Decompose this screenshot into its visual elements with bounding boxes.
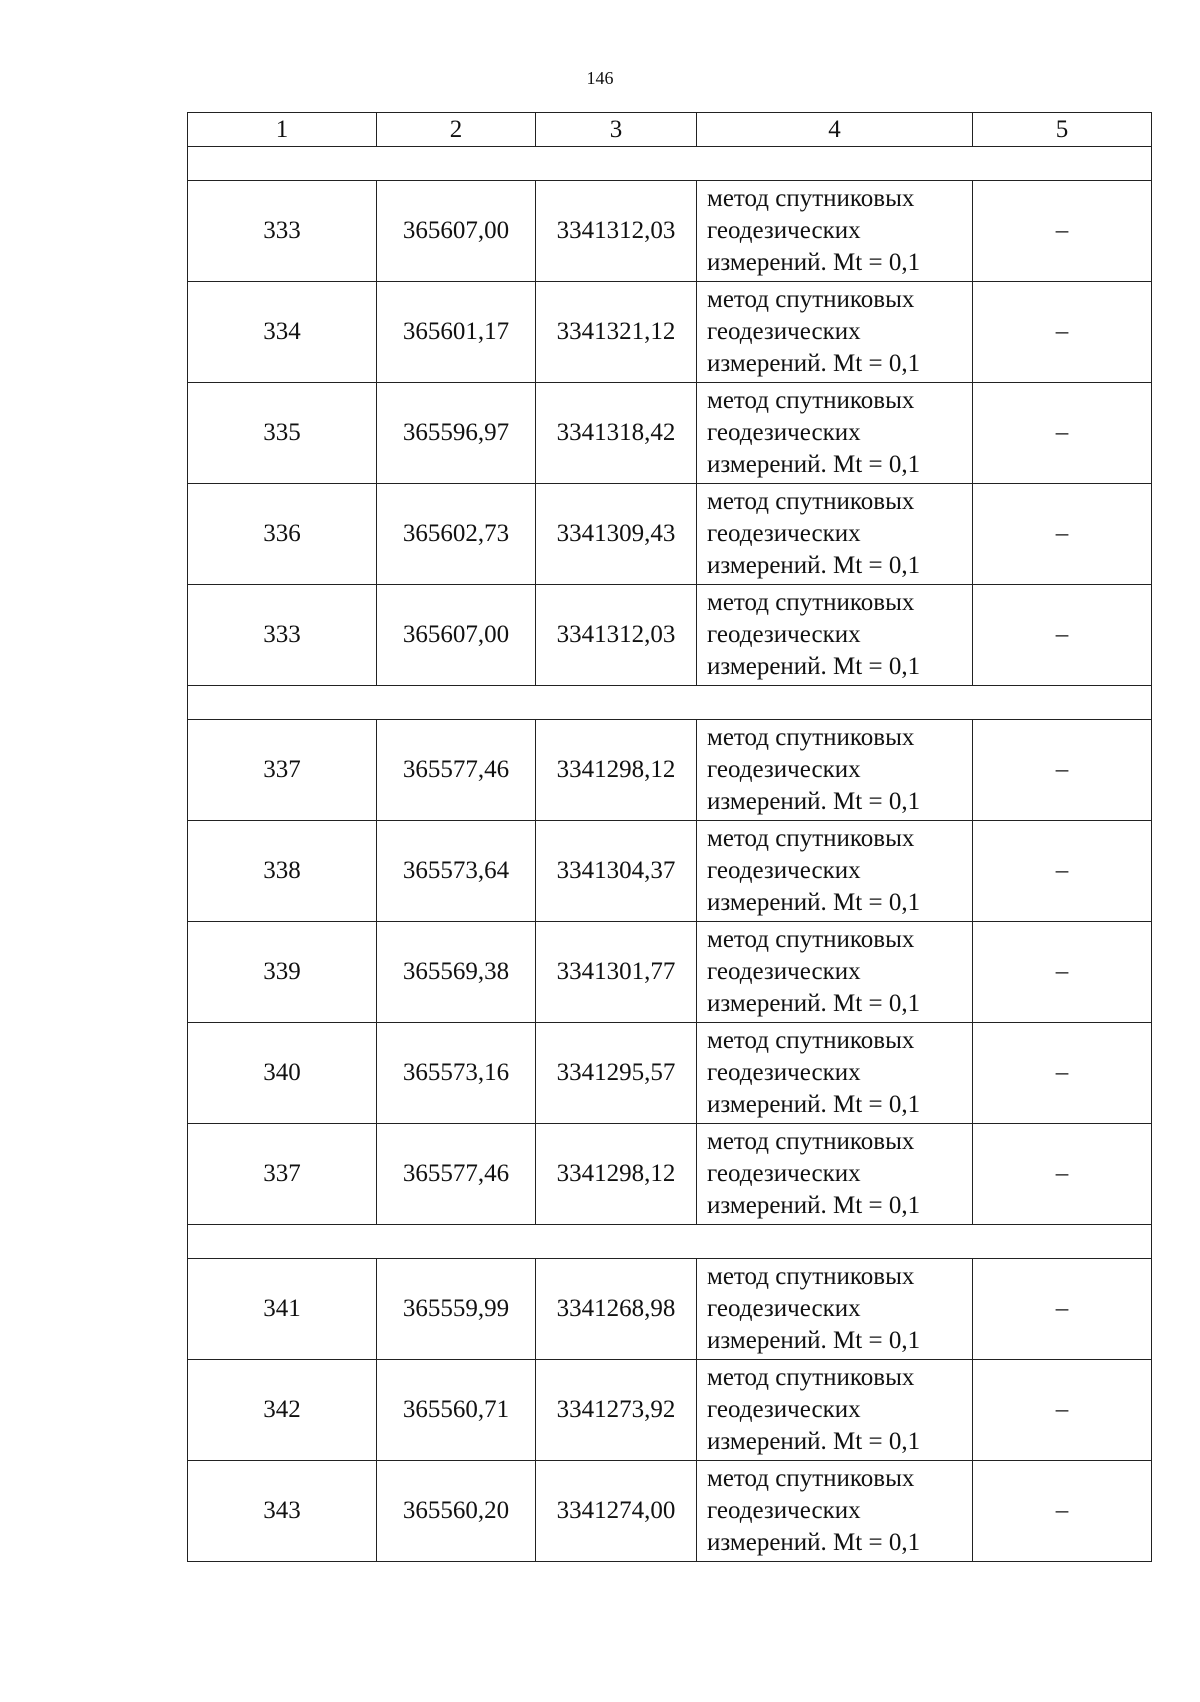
x-coordinate-cell: 365607,00 bbox=[377, 181, 536, 282]
section-separator-row bbox=[188, 1225, 1152, 1259]
method-line: измерений. Mt = 0,1 bbox=[707, 1428, 921, 1455]
method-line: измерений. Mt = 0,1 bbox=[707, 451, 921, 478]
method-line: геодезических bbox=[707, 621, 861, 648]
method-line: измерений. Mt = 0,1 bbox=[707, 1091, 921, 1118]
x-coordinate-cell: 365569,38 bbox=[377, 922, 536, 1023]
method-line: метод спутниковых bbox=[707, 185, 915, 212]
x-coordinate-cell: 365601,17 bbox=[377, 282, 536, 383]
point-number-cell: 341 bbox=[188, 1259, 377, 1360]
table-row bbox=[188, 720, 1152, 821]
note-cell: – bbox=[973, 1259, 1152, 1360]
point-number-cell: 336 bbox=[188, 484, 377, 585]
method-line: измерений. Mt = 0,1 bbox=[707, 1192, 921, 1219]
y-coordinate-cell: 3341268,98 bbox=[536, 1259, 697, 1360]
method-line: метод спутниковых bbox=[707, 1465, 915, 1492]
method-line: геодезических bbox=[707, 756, 861, 783]
method-cell bbox=[697, 1259, 973, 1360]
point-number-cell: 339 bbox=[188, 922, 377, 1023]
method-line: метод спутниковых bbox=[707, 1263, 915, 1290]
x-coordinate-cell: 365559,99 bbox=[377, 1259, 536, 1360]
table-row bbox=[188, 821, 1152, 922]
point-number-cell: 337 bbox=[188, 1124, 377, 1225]
note-cell: – bbox=[973, 720, 1152, 821]
method-line: измерений. Mt = 0,1 bbox=[707, 889, 921, 916]
note-cell: – bbox=[973, 821, 1152, 922]
y-coordinate-cell: 3341312,03 bbox=[536, 181, 697, 282]
note-cell: – bbox=[973, 585, 1152, 686]
column-header-1: 1 bbox=[188, 113, 377, 147]
method-line: измерений. Mt = 0,1 bbox=[707, 1327, 921, 1354]
x-coordinate-cell: 365596,97 bbox=[377, 383, 536, 484]
x-coordinate-cell: 365607,00 bbox=[377, 585, 536, 686]
point-number-cell: 340 bbox=[188, 1023, 377, 1124]
y-coordinate-cell: 3341295,57 bbox=[536, 1023, 697, 1124]
method-cell bbox=[697, 1124, 973, 1225]
section-separator-row bbox=[188, 147, 1152, 181]
point-number-cell: 342 bbox=[188, 1360, 377, 1461]
point-number-cell: 343 bbox=[188, 1461, 377, 1562]
method-cell bbox=[697, 585, 973, 686]
x-coordinate-cell: 365560,71 bbox=[377, 1360, 536, 1461]
note-cell: – bbox=[973, 383, 1152, 484]
method-cell bbox=[697, 383, 973, 484]
x-coordinate-cell: 365577,46 bbox=[377, 720, 536, 821]
method-cell bbox=[697, 181, 973, 282]
note-cell: – bbox=[973, 181, 1152, 282]
table-row bbox=[188, 484, 1152, 585]
method-line: геодезических bbox=[707, 857, 861, 884]
column-header-5: 5 bbox=[973, 113, 1152, 147]
section-separator-cell bbox=[188, 686, 1152, 720]
note-cell: – bbox=[973, 1023, 1152, 1124]
y-coordinate-cell: 3341301,77 bbox=[536, 922, 697, 1023]
point-number-cell: 334 bbox=[188, 282, 377, 383]
method-line: измерений. Mt = 0,1 bbox=[707, 552, 921, 579]
point-number-cell: 335 bbox=[188, 383, 377, 484]
table-row bbox=[188, 181, 1152, 282]
method-cell bbox=[697, 720, 973, 821]
method-line: геодезических bbox=[707, 419, 861, 446]
method-line: измерений. Mt = 0,1 bbox=[707, 1529, 921, 1556]
method-line: измерений. Mt = 0,1 bbox=[707, 350, 921, 377]
method-line: метод спутниковых bbox=[707, 1128, 915, 1155]
table-row bbox=[188, 1259, 1152, 1360]
x-coordinate-cell: 365602,73 bbox=[377, 484, 536, 585]
y-coordinate-cell: 3341312,03 bbox=[536, 585, 697, 686]
note-cell: – bbox=[973, 1360, 1152, 1461]
method-line: геодезических bbox=[707, 318, 861, 345]
header-row bbox=[188, 113, 1152, 147]
method-line: геодезических bbox=[707, 1160, 861, 1187]
note-cell: – bbox=[973, 484, 1152, 585]
table-row bbox=[188, 585, 1152, 686]
point-number-cell: 337 bbox=[188, 720, 377, 821]
method-line: геодезических bbox=[707, 958, 861, 985]
x-coordinate-cell: 365560,20 bbox=[377, 1461, 536, 1562]
method-cell bbox=[697, 922, 973, 1023]
y-coordinate-cell: 3341309,43 bbox=[536, 484, 697, 585]
y-coordinate-cell: 3341298,12 bbox=[536, 720, 697, 821]
y-coordinate-cell: 3341298,12 bbox=[536, 1124, 697, 1225]
point-number-cell: 333 bbox=[188, 181, 377, 282]
method-cell bbox=[697, 282, 973, 383]
column-header-4: 4 bbox=[697, 113, 973, 147]
section-separator-row bbox=[188, 686, 1152, 720]
page-number: 146 bbox=[586, 68, 614, 88]
section-separator-cell bbox=[188, 147, 1152, 181]
coordinates-table bbox=[187, 112, 1152, 1562]
method-line: метод спутниковых bbox=[707, 1027, 915, 1054]
table-row bbox=[188, 1360, 1152, 1461]
method-cell bbox=[697, 1461, 973, 1562]
method-line: геодезических bbox=[707, 217, 861, 244]
method-cell bbox=[697, 1023, 973, 1124]
y-coordinate-cell: 3341274,00 bbox=[536, 1461, 697, 1562]
table-header bbox=[188, 113, 1152, 147]
table-row bbox=[188, 383, 1152, 484]
column-header-2: 2 bbox=[377, 113, 536, 147]
y-coordinate-cell: 3341318,42 bbox=[536, 383, 697, 484]
note-cell: – bbox=[973, 282, 1152, 383]
method-line: геодезических bbox=[707, 520, 861, 547]
note-cell: – bbox=[973, 922, 1152, 1023]
method-line: метод спутниковых bbox=[707, 825, 915, 852]
table-row bbox=[188, 1023, 1152, 1124]
table-row bbox=[188, 922, 1152, 1023]
method-line: метод спутниковых bbox=[707, 589, 915, 616]
x-coordinate-cell: 365573,64 bbox=[377, 821, 536, 922]
method-line: измерений. Mt = 0,1 bbox=[707, 249, 921, 276]
method-line: метод спутниковых bbox=[707, 1364, 915, 1391]
method-line: метод спутниковых bbox=[707, 724, 915, 751]
method-line: геодезических bbox=[707, 1059, 861, 1086]
method-line: геодезических bbox=[707, 1396, 861, 1423]
point-number-cell: 338 bbox=[188, 821, 377, 922]
y-coordinate-cell: 3341304,37 bbox=[536, 821, 697, 922]
y-coordinate-cell: 3341273,92 bbox=[536, 1360, 697, 1461]
note-cell: – bbox=[973, 1461, 1152, 1562]
method-line: метод спутниковых bbox=[707, 387, 915, 414]
section-separator-cell bbox=[188, 1225, 1152, 1259]
method-line: измерений. Mt = 0,1 bbox=[707, 990, 921, 1017]
method-cell bbox=[697, 1360, 973, 1461]
column-header-3: 3 bbox=[536, 113, 697, 147]
point-number-cell: 333 bbox=[188, 585, 377, 686]
method-line: геодезических bbox=[707, 1497, 861, 1524]
table-row bbox=[188, 282, 1152, 383]
method-line: измерений. Mt = 0,1 bbox=[707, 788, 921, 815]
table-body bbox=[188, 147, 1152, 1562]
method-line: геодезических bbox=[707, 1295, 861, 1322]
x-coordinate-cell: 365577,46 bbox=[377, 1124, 536, 1225]
x-coordinate-cell: 365573,16 bbox=[377, 1023, 536, 1124]
method-line: метод спутниковых bbox=[707, 488, 915, 515]
table-row bbox=[188, 1461, 1152, 1562]
method-cell bbox=[697, 821, 973, 922]
method-line: метод спутниковых bbox=[707, 926, 915, 953]
note-cell: – bbox=[973, 1124, 1152, 1225]
table-row bbox=[188, 1124, 1152, 1225]
method-cell bbox=[697, 484, 973, 585]
method-line: метод спутниковых bbox=[707, 286, 915, 313]
y-coordinate-cell: 3341321,12 bbox=[536, 282, 697, 383]
method-line: измерений. Mt = 0,1 bbox=[707, 653, 921, 680]
